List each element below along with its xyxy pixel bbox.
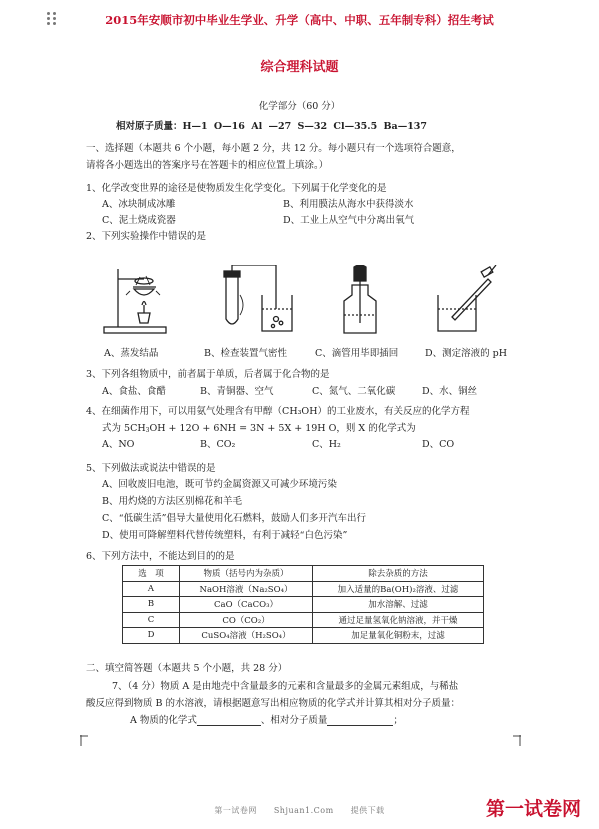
q1-option-b: B、利用膜法从海水中获得淡水: [283, 199, 414, 210]
q6-header-substance: 物质（括号内为杂质）: [180, 566, 313, 582]
q5-option-c: C、“低碳生活”倡导大量使用化石燃料，鼓励人们多开汽车出行: [102, 513, 366, 524]
q4-option-c: C、H₂: [312, 439, 341, 450]
q7-line3: [130, 712, 403, 726]
table-row: [123, 612, 484, 628]
q6-row-d-method: 加足量氧化铜粉末，过滤: [313, 628, 484, 644]
table-row: [123, 597, 484, 613]
q4-option-a: A、NO: [102, 439, 135, 450]
q3-option-b: B、青铜器、空气: [200, 386, 274, 397]
q4-stem: 4、在细菌作用下，可以用氨气处理含有甲醇（CH₃OH）的工业废水，有关反应的化学方程: [86, 406, 470, 417]
q2-option-d: D、测定溶液的 pH: [425, 348, 508, 359]
q1-option-a: A、冰块制成冰雕: [102, 199, 176, 210]
q7-label-mass: 、相对分子质量: [260, 715, 328, 726]
table-row: [123, 628, 484, 644]
section1-heading-cont: 请将各小题选出的答案序号在答题卡的相应位置上填涂。）: [86, 160, 329, 171]
q1-option-d: D、工业上从空气中分离出氧气: [283, 215, 415, 226]
q2-option-a: A、蒸发结晶: [104, 348, 159, 359]
q3-option-a: A、食盐、食醋: [102, 386, 166, 397]
q6-row-b-method: 加水溶解、过滤: [313, 597, 484, 613]
ph-test-illustration: [432, 265, 502, 337]
exam-title: 2015年安顺市初中毕业生学业、升学（高中、中职、五年制专科）招生考试: [105, 13, 494, 27]
q3-option-c: C、氮气、二氧化碳: [312, 386, 396, 397]
q6-row-a-option: A: [123, 581, 180, 597]
q5-stem: 5、下列做法或说法中错误的是: [86, 463, 216, 474]
footer-watermark: 第一试卷网 Shjuan1.Com 提供下载: [214, 806, 385, 815]
q6-row-b-substance: CaO（CaCO₃）: [180, 597, 313, 613]
q4-equation-line: 式为 $5CH_3OH + 12O + 6NH = 3N + 5X + 19H$ O，则 X 的化学式为: [102, 423, 416, 434]
q2-option-c: C、滴管用毕即插回: [315, 348, 399, 359]
q6-header-method: 除去杂质的方法: [313, 566, 484, 582]
q7-mass-blank[interactable]: [327, 716, 393, 726]
q7-label-formula: A 物质的化学式: [130, 715, 197, 726]
q2-stem: 2、下列实验操作中错误的是: [86, 231, 207, 242]
q6-table-header-row: [123, 566, 484, 582]
brand-logo: 第一试卷网: [485, 798, 581, 820]
q4-equation-rest: OH + 12O + 6NH = 3N + 5X + 19H O，则 X 的化学式为: [149, 423, 416, 434]
q1-stem: 1、化学改变世界的途径是使物质发生化学变化。下列属于化学变化的是: [86, 183, 387, 194]
table-row: [123, 581, 484, 597]
part-heading: 化学部分（60 分）: [258, 101, 341, 112]
q3-stem: 3、下列各组物质中，前者属于单质，后者属于化合物的是: [86, 369, 330, 380]
q6-options-table: [122, 565, 484, 644]
airtightness-check-illustration: [218, 265, 298, 337]
q7-formula-blank[interactable]: [197, 716, 261, 726]
q6-row-a-method: 加入适量的Ba(OH)₂溶液、过滤: [313, 581, 484, 597]
q4-option-d: D、CO: [422, 439, 455, 450]
dropper-bottle-illustration: [340, 265, 380, 337]
q6-row-b-option: B: [123, 597, 180, 613]
q6-stem: 6、下列方法中，不能达到目的的是: [86, 551, 235, 562]
section1-heading: 一、选择题（本题共 6 个小题，每小题 2 分，共 12 分。每小题只有一个选项符合题意，: [86, 143, 461, 154]
subject-title: 综合理科试题: [260, 60, 339, 75]
q6-header-option: 选 项: [123, 566, 180, 582]
q6-row-c-method: 通过足量氢氧化钠溶液，并干燥: [313, 612, 484, 628]
q7-line1: 7、（4 分）物质 A 是由地壳中含量最多的元素和含量最多的金属元素组成，与稀盐: [112, 681, 459, 692]
page-corner-mark-right: [512, 735, 521, 747]
q6-row-a-substance: NaOH溶液（Na₂SO₄）: [180, 581, 313, 597]
q4-option-b: B、CO₂: [200, 439, 236, 450]
q6-row-c-option: C: [123, 612, 180, 628]
q4-equation-prefix: 式为 5CH: [102, 423, 146, 434]
q5-option-b: B、用灼烧的方法区别棉花和羊毛: [102, 496, 242, 507]
evaporation-apparatus-illustration: [100, 265, 170, 337]
q3-option-d: D、水、铜丝: [422, 386, 478, 397]
q6-row-c-substance: CO（CO₂）: [180, 612, 313, 628]
atomic-mass-line: 相对原子质量：H—1 O—16 Al —27 S—32 Cl—35.5 Ba—137: [116, 121, 428, 132]
q7-end-punct: ；: [393, 715, 403, 726]
q1-option-c: C、泥土烧成瓷器: [102, 215, 176, 226]
q7-line2: 酸反应得到物质 B 的水溶液，请根据题意写出相应物质的化学式并计算其相对分子质量：: [86, 698, 461, 709]
q6-row-d-option: D: [123, 628, 180, 644]
q5-option-a: A、回收废旧电池，既可节约金属资源又可减少环境污染: [102, 479, 337, 490]
q5-option-d: D、使用可降解塑料代替传统塑料，有利于减轻“白色污染”: [102, 530, 348, 541]
section2-heading: 二、填空简答题（本题共 5 个小题，共 28 分）: [86, 663, 288, 674]
q2-option-b: B、检查装置气密性: [204, 348, 287, 359]
q6-row-d-substance: CuSO₄溶液（H₂SO₄）: [180, 628, 313, 644]
page-corner-mark-left: [80, 735, 89, 747]
